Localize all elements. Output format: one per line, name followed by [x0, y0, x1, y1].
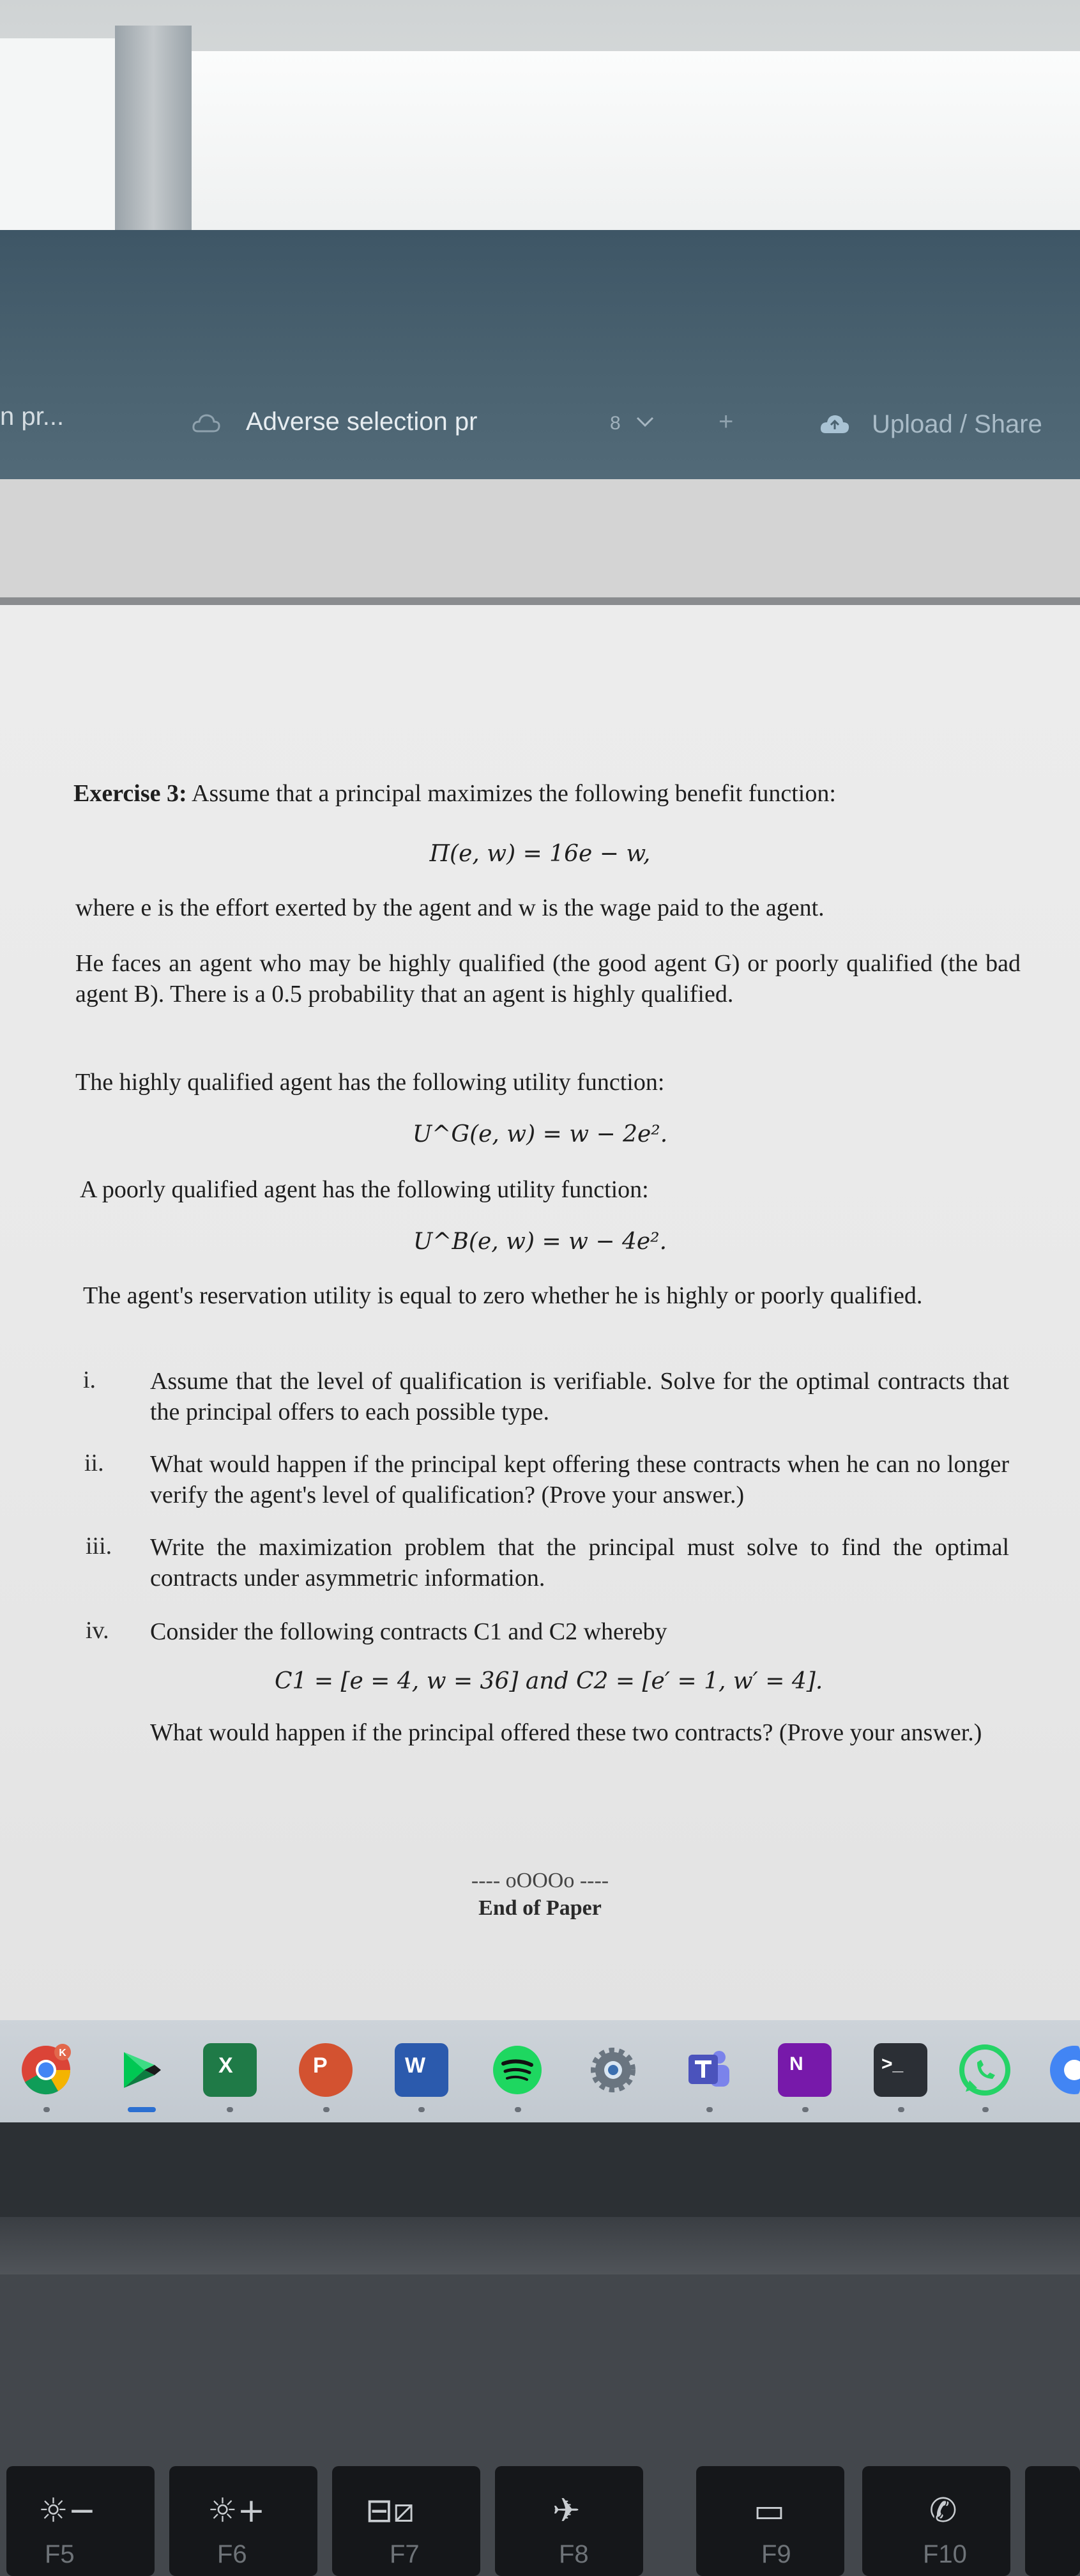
- key-f5-label: F5: [45, 2540, 75, 2568]
- item-text: What would happen if the principal kept offering these contracts when he can no longer verify the agent's level of qualification? (Prove your answer.): [150, 1451, 1009, 1508]
- key-partial[interactable]: [1025, 2466, 1080, 2576]
- item-number: iv.: [86, 1617, 109, 1644]
- spotify-running-indicator: [515, 2107, 521, 2112]
- page-top-edge: [0, 597, 1080, 605]
- excel-running-indicator: [227, 2107, 233, 2112]
- tab-count: 8: [610, 413, 621, 434]
- word-running-indicator: [418, 2107, 425, 2112]
- chrome-icon[interactable]: [19, 2043, 73, 2097]
- settings-gear-icon[interactable]: [586, 2043, 640, 2097]
- viewer-gap: [0, 479, 1080, 601]
- browser-tab-bar: [0, 230, 1080, 479]
- powerpoint-letter: P: [313, 2053, 328, 2078]
- exercise-title: [73, 778, 1019, 809]
- brightness-up-icon: ☼+: [208, 2492, 266, 2530]
- whatsapp-icon[interactable]: [958, 2043, 1012, 2097]
- cloud-outline-icon: [192, 412, 221, 434]
- teams-icon[interactable]: [682, 2043, 736, 2097]
- item-text: Write the maximization problem that the principal must solve to find the optimal contracts under asymmetric information.: [150, 1534, 1009, 1591]
- item-text-followup: What would happen if the principal offered these two contracts? (Prove your answer.): [150, 1719, 982, 1746]
- equation-utility-bad: U^B(e, w) = w − 4e².: [413, 1229, 667, 1255]
- notification-icon: ▭: [754, 2492, 786, 2530]
- equation-contracts: C1 = [e = 4, w = 36] and C2 = [e′ = 1, w′ = 4].: [275, 1668, 823, 1694]
- key-f9-label: F9: [761, 2540, 791, 2568]
- paragraph-poor-utility: A poorly qualified agent has the following utility function:: [80, 1176, 649, 1203]
- google-play-active-indicator: [128, 2107, 156, 2112]
- key-f7-label: F7: [390, 2540, 420, 2568]
- airplane-mode-icon: ✈: [552, 2492, 581, 2530]
- window-glare: [192, 51, 1080, 243]
- onenote-icon[interactable]: [778, 2043, 832, 2097]
- new-tab-button[interactable]: +: [719, 408, 734, 436]
- end-of-paper: End of Paper: [478, 1896, 602, 1920]
- teams-running-indicator: [706, 2107, 713, 2112]
- equation-benefit: Π(e, w) = 16e − w,: [429, 841, 651, 867]
- google-play-icon[interactable]: [115, 2043, 169, 2097]
- excel-letter: X: [218, 2053, 233, 2078]
- brightness-down-icon: ☼−: [38, 2492, 96, 2530]
- window-post: [115, 26, 192, 236]
- chrome-badge: K: [59, 2048, 66, 2058]
- item-number: iii.: [86, 1533, 112, 1560]
- chevron-down-icon[interactable]: [635, 415, 655, 428]
- spotify-icon[interactable]: [491, 2043, 544, 2097]
- paragraph-agent-types: He faces an agent who may be highly qualified (the good agent G) or poorly qualified (the bad agent B). There is a 0.5 probability that an agent is highly qualified.: [75, 950, 1021, 1008]
- terminal-running-indicator: [898, 2107, 904, 2112]
- whatsapp-running-indicator: [982, 2107, 989, 2112]
- key-f8-label: F8: [559, 2540, 589, 2568]
- equation-utility-good: U^G(e, w) = w − 2e².: [412, 1121, 668, 1147]
- item-text: Consider the following contracts C1 and C2 whereby: [150, 1618, 667, 1645]
- document-page: [0, 605, 1080, 2020]
- terminal-letter: >_: [881, 2053, 904, 2074]
- laptop-hinge: [0, 2217, 1080, 2274]
- key-f6-label: F6: [217, 2540, 247, 2568]
- chrome-partial-icon[interactable]: [1047, 2043, 1080, 2097]
- chrome-running-indicator: [43, 2107, 50, 2112]
- paragraph-high-utility: The highly qualified agent has the following utility function:: [75, 1069, 665, 1096]
- item-number: i.: [83, 1367, 96, 1393]
- end-ornament: ---- oOOOo ----: [471, 1869, 609, 1892]
- window-light-left: [0, 38, 115, 230]
- item-text: Assume that the level of qualification is verifiable. Solve for the optimal contracts that the principal offers to each possible type.: [150, 1368, 1009, 1425]
- exercise-intro: Assume that a principal maximizes the following benefit function:: [186, 780, 836, 807]
- call-icon: ✆: [929, 2492, 957, 2530]
- upload-share-button[interactable]: Upload / Share: [872, 410, 1042, 438]
- display-switch-icon: ⊟⧄: [365, 2492, 415, 2530]
- onenote-running-indicator: [802, 2107, 809, 2112]
- onenote-letter: N: [789, 2053, 803, 2074]
- cloud-upload-icon[interactable]: [819, 413, 851, 434]
- powerpoint-running-indicator: [323, 2107, 330, 2112]
- tab-previous[interactable]: n pr...: [0, 402, 65, 431]
- paragraph-where: where e is the effort exerted by the agent and w is the wage paid to the agent.: [75, 894, 825, 921]
- key-f10-label: F10: [923, 2540, 967, 2568]
- tab-adverse-selection[interactable]: Adverse selection pr: [246, 408, 478, 436]
- item-number: ii.: [84, 1450, 104, 1476]
- word-letter: W: [405, 2053, 426, 2078]
- paragraph-reservation: The agent's reservation utility is equal to zero whether he is highly or poorly qualified.: [83, 1282, 923, 1309]
- exercise-label: Exercise 3:: [73, 780, 187, 807]
